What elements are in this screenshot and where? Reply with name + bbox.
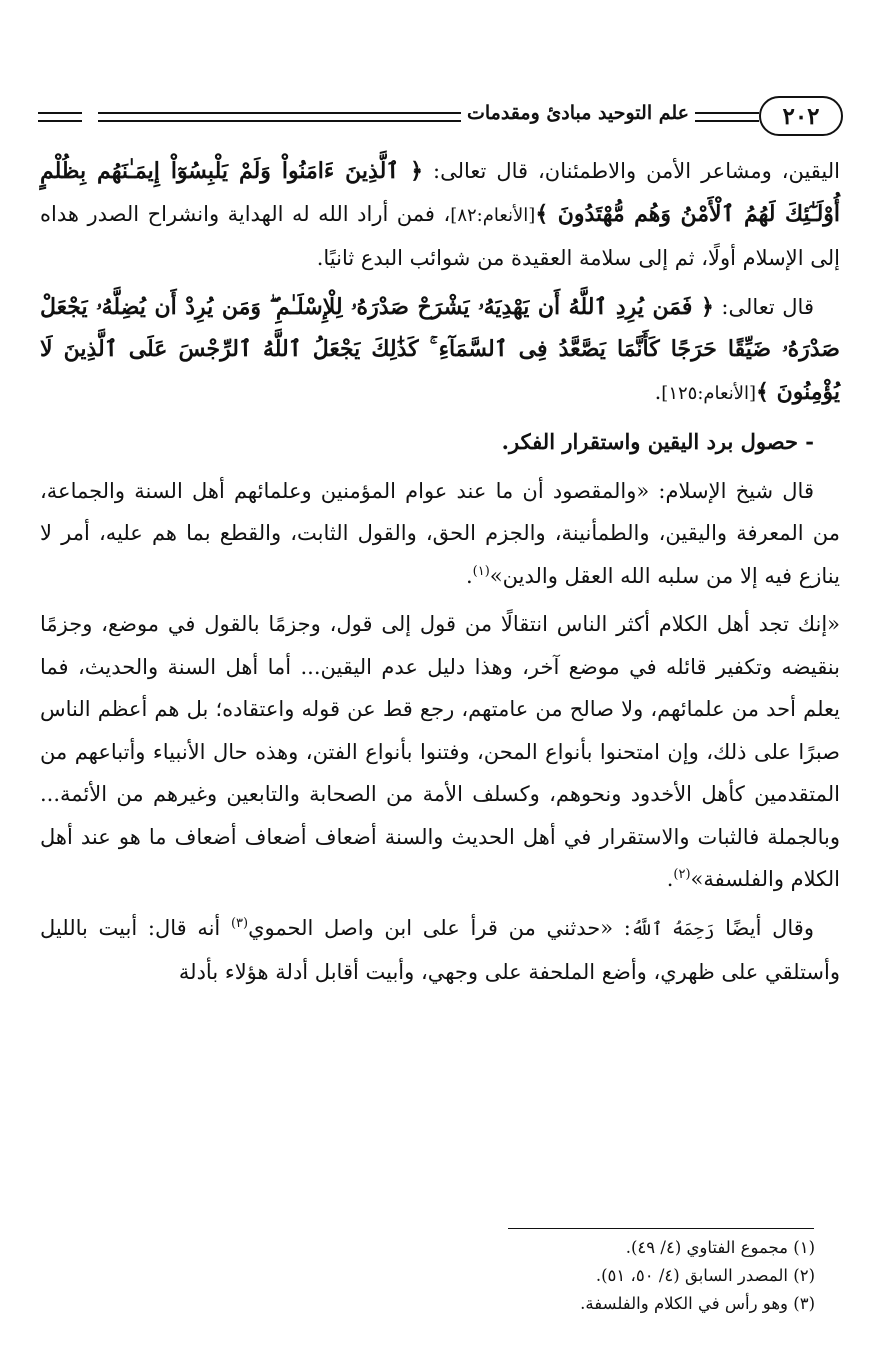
section-heading: - حصول برد اليقين واستقرار الفكر. bbox=[501, 429, 814, 454]
text-span: أنه قال: أبيت بالليل وأستلقي على ظهري، وأضع الملحفة على وجهي، وأبيت أقابل أدلة هؤلاء بأدلة bbox=[40, 915, 840, 984]
paragraph-5 bbox=[40, 907, 840, 994]
footnotes bbox=[55, 1234, 815, 1318]
text-span: . bbox=[465, 563, 473, 588]
quran-verse: ﴿ فَمَن يُرِدِ ٱللَّهُ أَن يَهْدِيَهُۥ يَشْرَحْ صَدْرَهُۥ لِلْإِسْلَـٰمِ ۖ وَمَن يُرِدْ أَن يُضِلَّهُۥ يَجْعَلْ صَدْرَهُۥ ضَيِّقًا حَرَجًا كَأَنَّمَا يَصَّعَّدُ فِى ٱلسَّمَآءِ ۚ كَذَٰلِكَ يَجْعَلُ ٱللَّهُ ٱلرِّجْسَ عَلَى ٱلَّذِينَ لَا يُؤْمِنُونَ ﴾ bbox=[40, 293, 840, 405]
footnote-3: (٣) وهو رأس في الكلام والفلسفة. bbox=[580, 1294, 815, 1313]
running-header bbox=[38, 96, 843, 142]
paragraph-2 bbox=[40, 286, 840, 416]
verse-reference: [الأنعام:٨٢] bbox=[450, 204, 536, 226]
text-span: . bbox=[654, 379, 662, 404]
paragraph-4 bbox=[40, 603, 840, 901]
book-title: علم التوحيد مبادئ ومقدمات bbox=[461, 102, 695, 124]
paragraph-1 bbox=[40, 150, 840, 280]
text-span: «إنك تجد أهل الكلام أكثر الناس انتقالًا من قول إلى قول، وجزمًا بالقول في موضع، وجزمًا بنقيضه وتكفير قائله في موضع آخر، وهذا دليل عدم اليقين... أما أهل السنة والحديث، فما يعلم أحد من علمائهم، ولا صالح من عامتهم، رجع قط عن قوله واعتقاده؛ بل هم أعظم الناس صبرًا على ذلك، وإن امتحنوا بأنواع المحن، وفتنوا بأنواع الفتن، وهذه حال الأنبياء وأتباعهم من المتقدمين كأهل الأخدود ونحوهم، وكسلف الأمة من الصحابة والتابعين وغيرهم من الأئمة... وبالجملة فالثبات والاستقرار في أهل الحديث والسنة أضعاف أضعاف أضعاف ما هو عند أهل الكلام والفلسفة» bbox=[40, 612, 840, 891]
text-span: : «حدثني من قرأ على ابن واصل الحموي bbox=[248, 915, 631, 940]
footnote-separator bbox=[508, 1228, 814, 1229]
text-span: ، فمن أراد الله له الهداية وانشراح الصدر هداه إلى الإسلام أولًا، ثم إلى سلامة العقيدة من شوائب البدع ثانيًا. bbox=[40, 201, 840, 270]
header-double-rule-end bbox=[38, 112, 82, 122]
footnote-1: (١) مجموع الفتاوي (٤/ ٤٩). bbox=[625, 1238, 815, 1257]
footnote-marker: (١) bbox=[472, 563, 490, 579]
paragraph-3 bbox=[40, 470, 840, 598]
text-span: وقال أيضًا bbox=[714, 915, 814, 940]
verse-reference: [الأنعام:١٢٥] bbox=[661, 382, 757, 404]
footnote-marker: (٣) bbox=[230, 915, 249, 931]
page-number: ٢٠٢ bbox=[759, 96, 843, 136]
text-span: قال شيخ الإسلام: «والمقصود أن ما عند عوام المؤمنين وعلمائهم أهل السنة والجماعة، من المعرفة واليقين، والطمأنينة، والجزم الحق، والقول الثابت، والقطع بما هم عليه، أمر لا ينازع فيه إلا من سلبه الله العقل والدين» bbox=[40, 478, 840, 588]
text-span: . bbox=[666, 867, 674, 891]
text-span: قال تعالى: bbox=[713, 294, 814, 319]
honorific: رَحِمَهُ ٱللَّهُ bbox=[630, 918, 715, 940]
footnote-2: (٢) المصدر السابق (٤/ ٥٠، ٥١). bbox=[595, 1266, 815, 1285]
text-span: اليقين، ومشاعر الأمن والاطمئنان، قال تعالى: bbox=[423, 159, 840, 183]
main-text bbox=[40, 150, 840, 994]
quran-verse: ﴿ ٱلَّذِينَ ءَامَنُواْ وَلَمْ يَلْبِسُوٓاْ إِيمَـٰنَهُم بِظُلْمٍ أُوْلَـٰٓئِكَ لَهُمُ ٱلْأَمْنُ وَهُم مُّهْتَدُونَ ﴾ bbox=[40, 158, 841, 227]
footnote-marker: (٢) bbox=[673, 867, 691, 882]
header-rule-gap bbox=[82, 108, 98, 122]
